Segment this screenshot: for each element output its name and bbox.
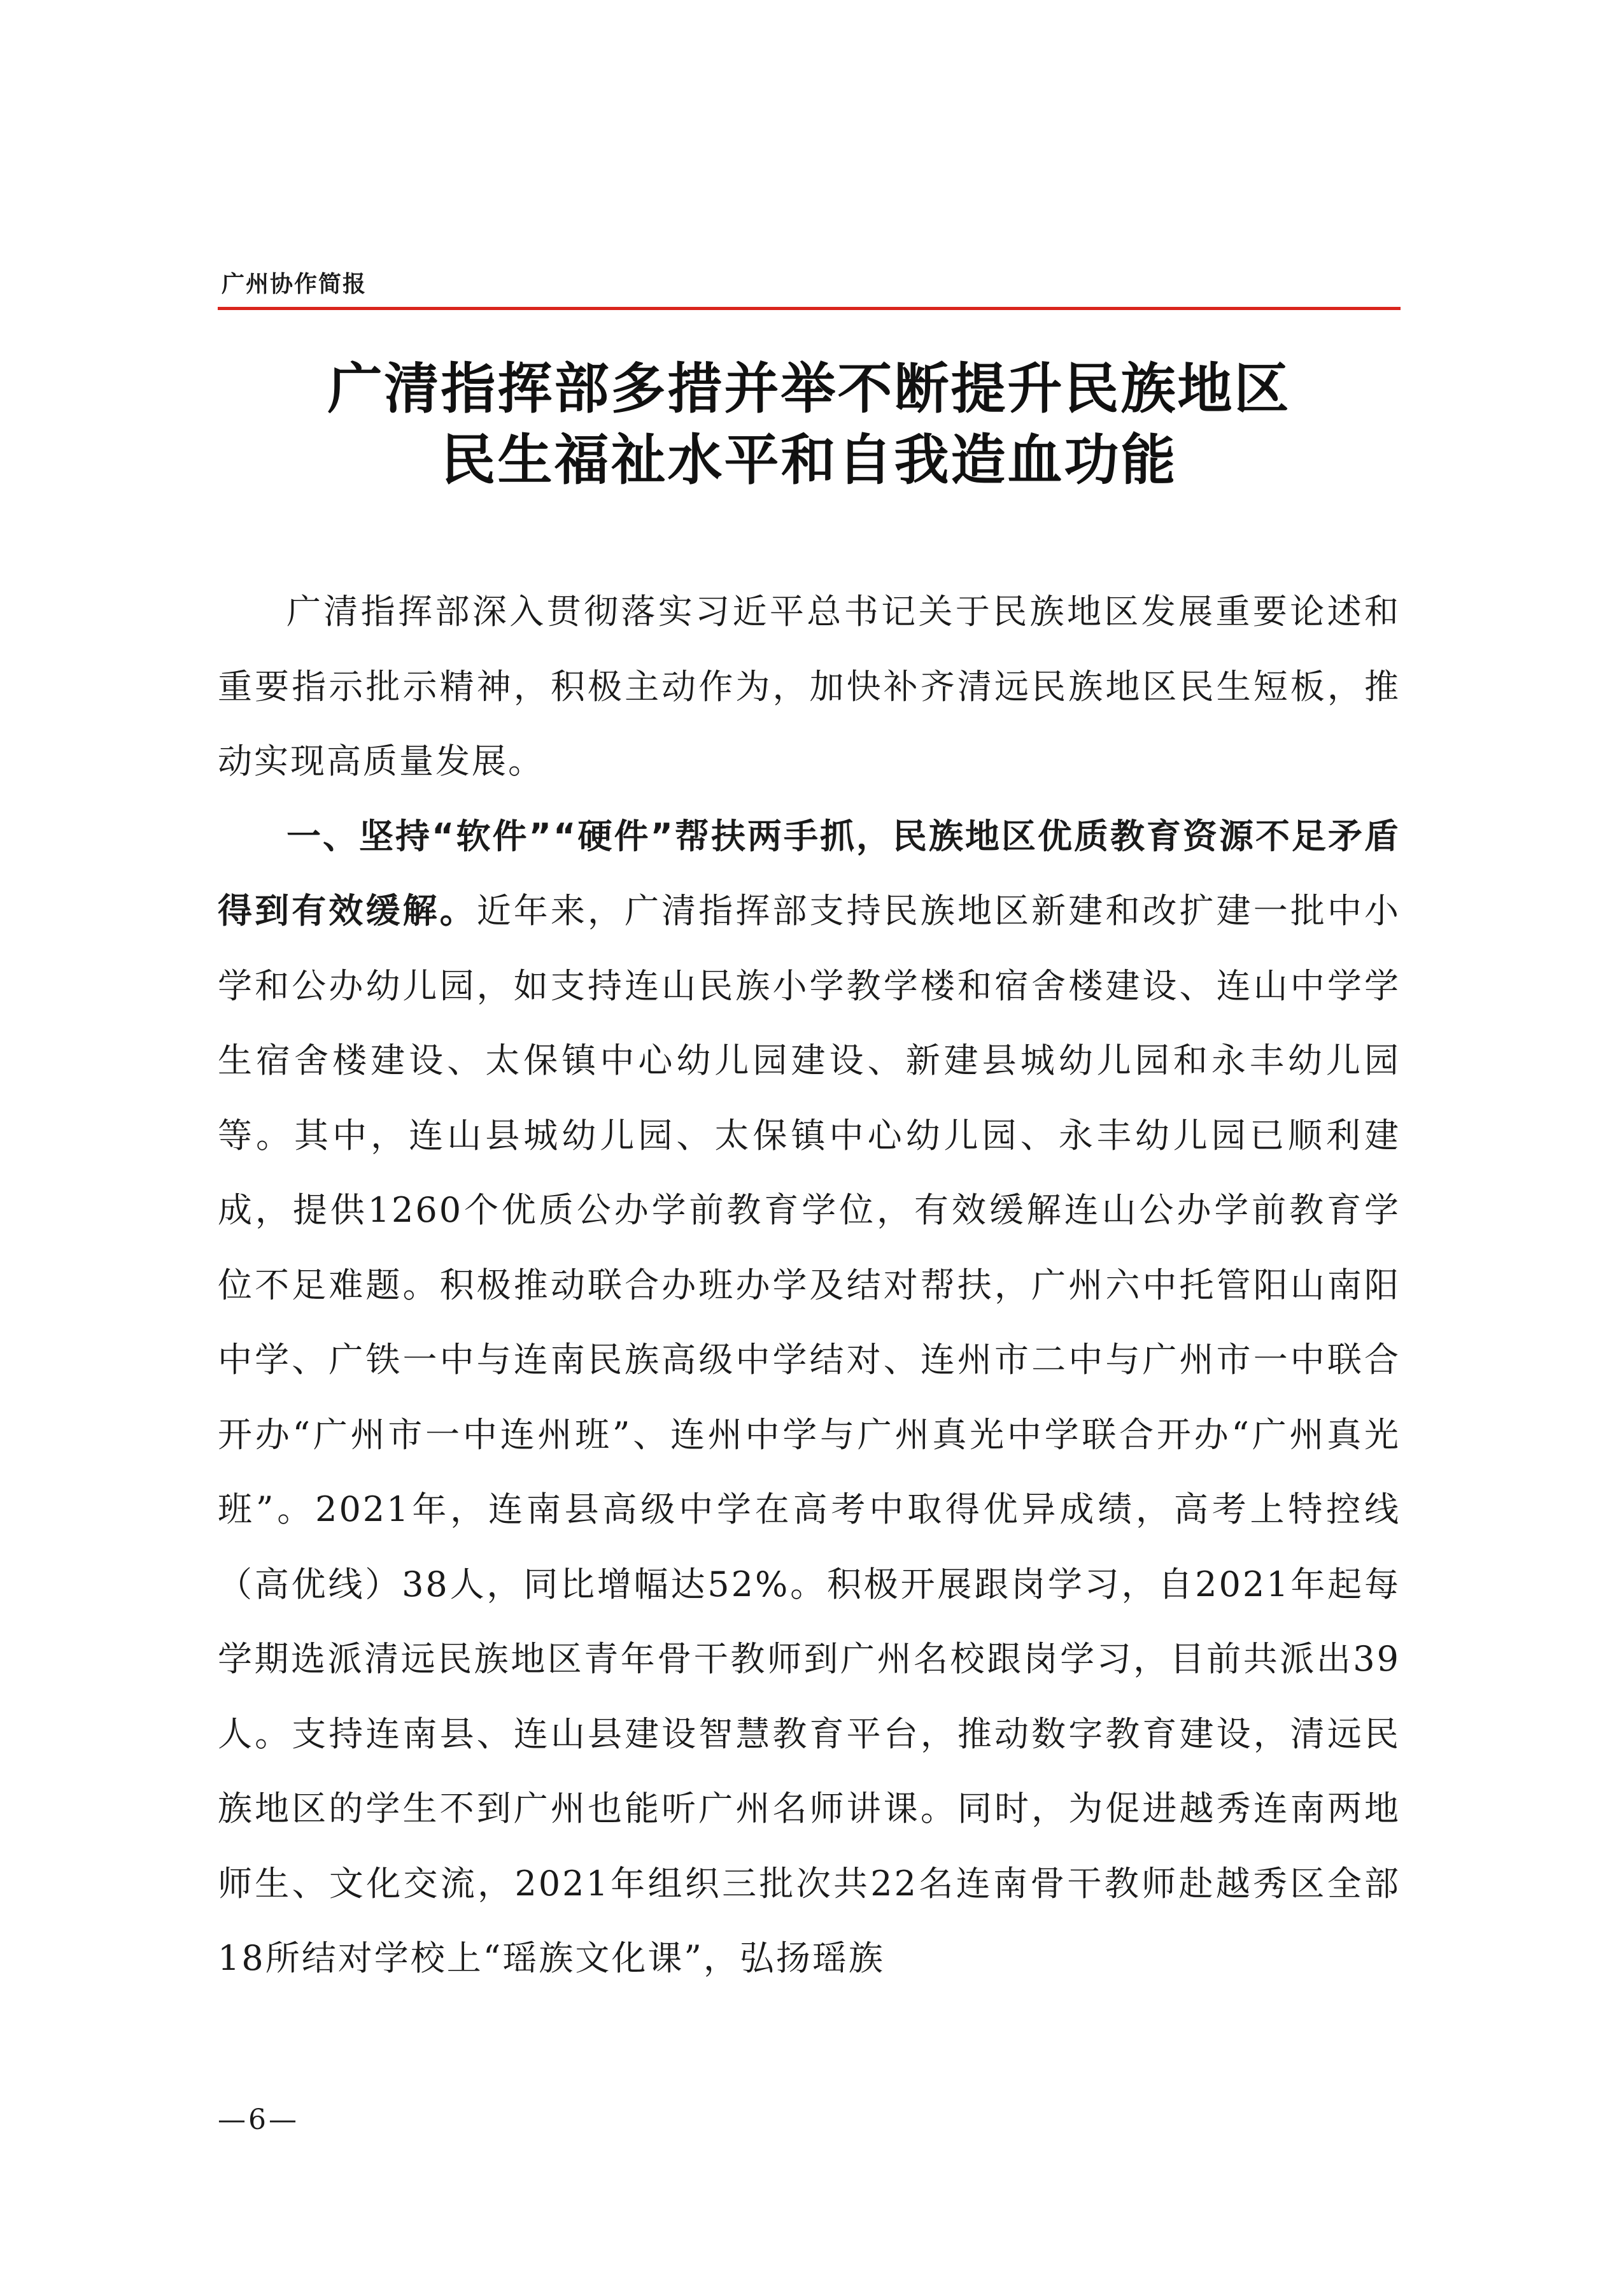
section-1-paragraph <box>218 799 1401 1996</box>
section-1-body: 近年来，广清指挥部支持民族地区新建和改扩建一批中小学和公办幼儿园，如支持连山民族小学教学楼和宿舍楼建设、连山中学学生宿舍楼建设、太保镇中心幼儿园建设、新建县城幼儿园和永丰幼儿园等。其中，连山县城幼儿园、太保镇中心幼儿园、永丰幼儿园已顺利建成，提供1260个优质公办学前教育学位，有效缓解连山公办学前教育学位不足难题。积极推动联合办班办学及结对帮扶，广州六中托管阳山南阳中学、广铁一中与连南民族高级中学结对、连州市二中与广州市一中联合开办“广州市一中连州班”、连州中学与广州真光中学联合开办“广州真光班”。2021年，连南县高级中学在高考中取得优异成绩，高考上特控线（高优线）38人，同比增幅达52%。积极开展跟岗学习，自2021年起每学期选派清远民族地区青年骨干教师到广州名校跟岗学习，目前共派出39人。支持连南县、连山县建设智慧教育平台，推动数字教育建设，清远民族地区的学生不到广州也能听广州名师讲课。同时，为促进越秀连南两地师生、文化交流，2021年组织三批次共22名连南骨干教师赴越秀区全部18所结对学校上“瑶族文化课”，弘扬瑶族 <box>218 891 1401 1978</box>
section-1-heading: 一、坚持“软件”“硬件”帮扶两手抓，民族地区优质教育资源不足矛盾得到有效缓解。 <box>218 816 1401 931</box>
title-line-2: 民生福祉水平和自我造血功能 <box>441 428 1178 492</box>
article-title <box>218 353 1401 496</box>
publication-header: 广州协作简报 <box>222 271 367 297</box>
title-line-1: 广清指挥部多措并举不断提升民族地区 <box>327 357 1291 421</box>
article-body <box>218 574 1401 1996</box>
intro-paragraph: 广清指挥部深入贯彻落实习近平总书记关于民族地区发展重要论述和重要指示批示精神，积极主动作为，加快补齐清远民族地区民生短板，推动实现高质量发展。 <box>218 591 1401 781</box>
page-number: —6— <box>218 2104 299 2136</box>
header-red-rule <box>218 307 1401 310</box>
